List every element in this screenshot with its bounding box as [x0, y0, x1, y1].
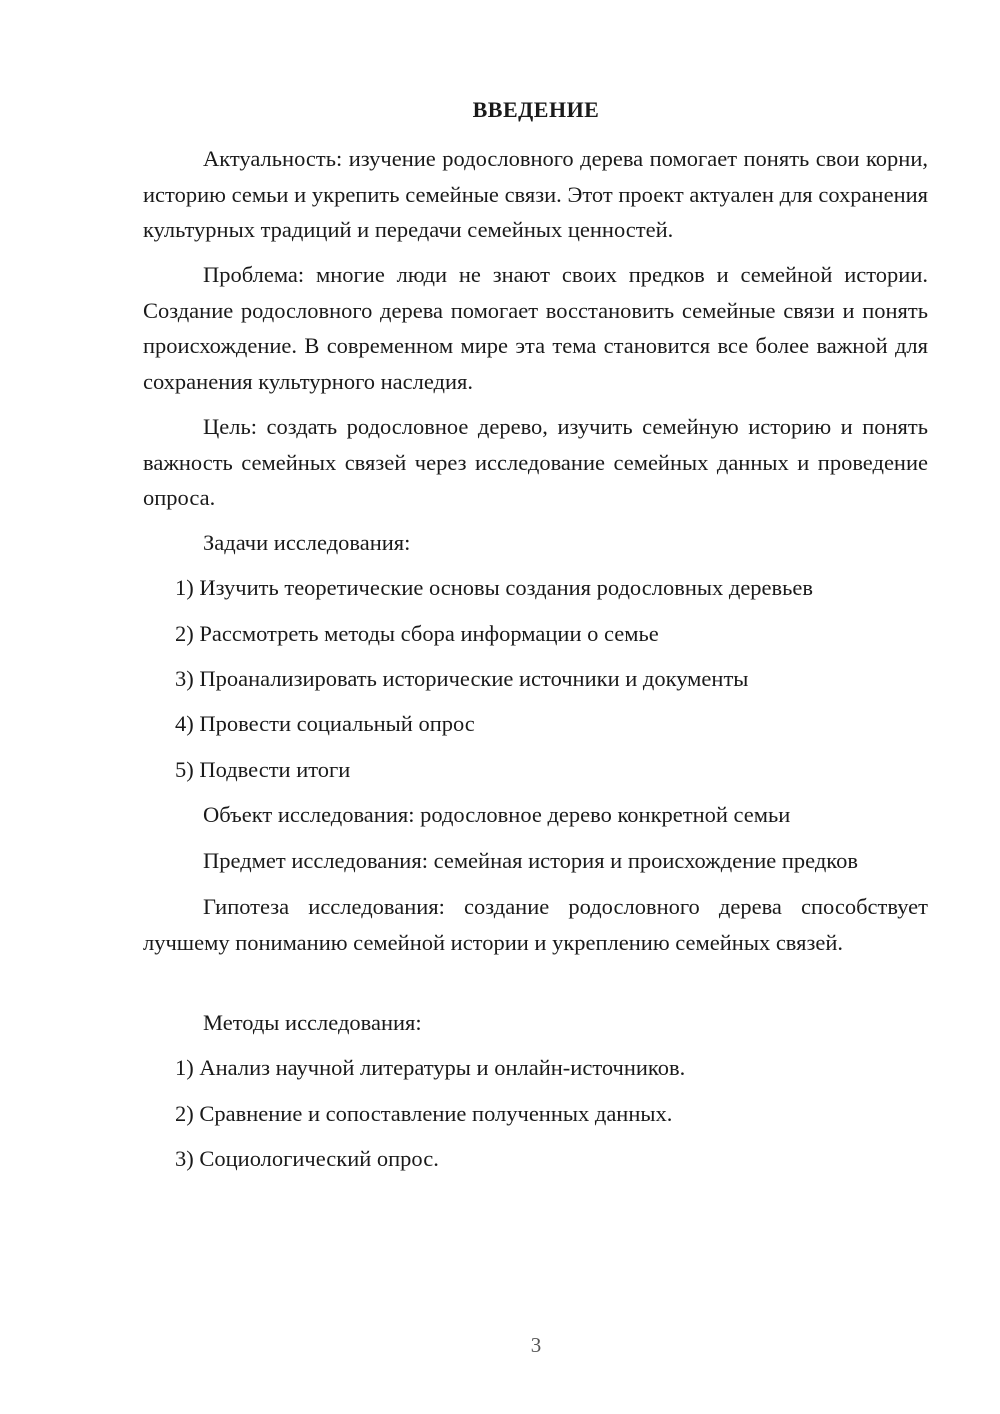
- page-number: 3: [530, 1333, 542, 1357]
- methods-heading-block: [143, 1005, 988, 1041]
- list-item: 1) Изучить теоретические основы создания родословных деревьев: [175, 575, 814, 600]
- methods-heading: Методы исследования:: [203, 1010, 422, 1035]
- object-line: Объект исследования: родословное дерево конкретной семьи: [203, 802, 791, 827]
- hypothesis-block: [143, 889, 928, 960]
- tasks-heading-block: [143, 525, 988, 561]
- task-item-2: [143, 616, 960, 652]
- tasks-heading: Задачи исследования:: [203, 530, 411, 555]
- object-block: [143, 797, 988, 833]
- subject-block: [143, 843, 988, 879]
- method-item-1: [143, 1050, 960, 1086]
- method-item-2: [143, 1096, 960, 1132]
- goal-block: [143, 409, 928, 516]
- task-item-5: [143, 752, 960, 788]
- task-item-3: [143, 661, 960, 697]
- subject-line: Предмет исследования: семейная история и происхождение предков: [203, 848, 858, 873]
- relevance-paragraph: Актуальность: изучение родословного дерева помогает понять свои корни, историю семьи и укрепить семейные связи. Этот проект актуален для сохранения культурных традиций и передачи семейных ценностей.: [143, 146, 928, 242]
- hypothesis-paragraph: Гипотеза исследования: создание родословного дерева способствует лучшему пониманию семейной истории и укреплению семейных связей.: [143, 894, 928, 955]
- list-item: 5) Подвести итоги: [175, 757, 351, 782]
- task-item-4: [143, 706, 960, 742]
- problem-block: [143, 257, 928, 399]
- list-item: 2) Рассмотреть методы сбора информации о семье: [175, 621, 659, 646]
- section-heading: ВВЕДЕНИЕ: [472, 97, 600, 122]
- list-item: 4) Провести социальный опрос: [175, 711, 475, 736]
- list-item: 1) Анализ научной литературы и онлайн-источников.: [175, 1055, 686, 1080]
- list-item: 3) Социологический опрос.: [175, 1146, 439, 1171]
- relevance-block: [143, 141, 928, 248]
- task-item-1: [143, 570, 960, 606]
- list-item: 2) Сравнение и сопоставление полученных данных.: [175, 1101, 673, 1126]
- list-item: 3) Проанализировать исторические источники и документы: [175, 666, 749, 691]
- method-item-3: [143, 1141, 960, 1177]
- goal-paragraph: Цель: создать родословное дерево, изучить семейную историю и понять важность семейных связей через исследование семейных данных и проведение опроса.: [143, 414, 928, 510]
- problem-paragraph: Проблема: многие люди не знают своих предков и семейной истории. Создание родословного дерева помогает восстановить семейные связи и понять происхождение. В современном мире эта тема становится все более важной для сохранения культурного наследия.: [143, 262, 928, 394]
